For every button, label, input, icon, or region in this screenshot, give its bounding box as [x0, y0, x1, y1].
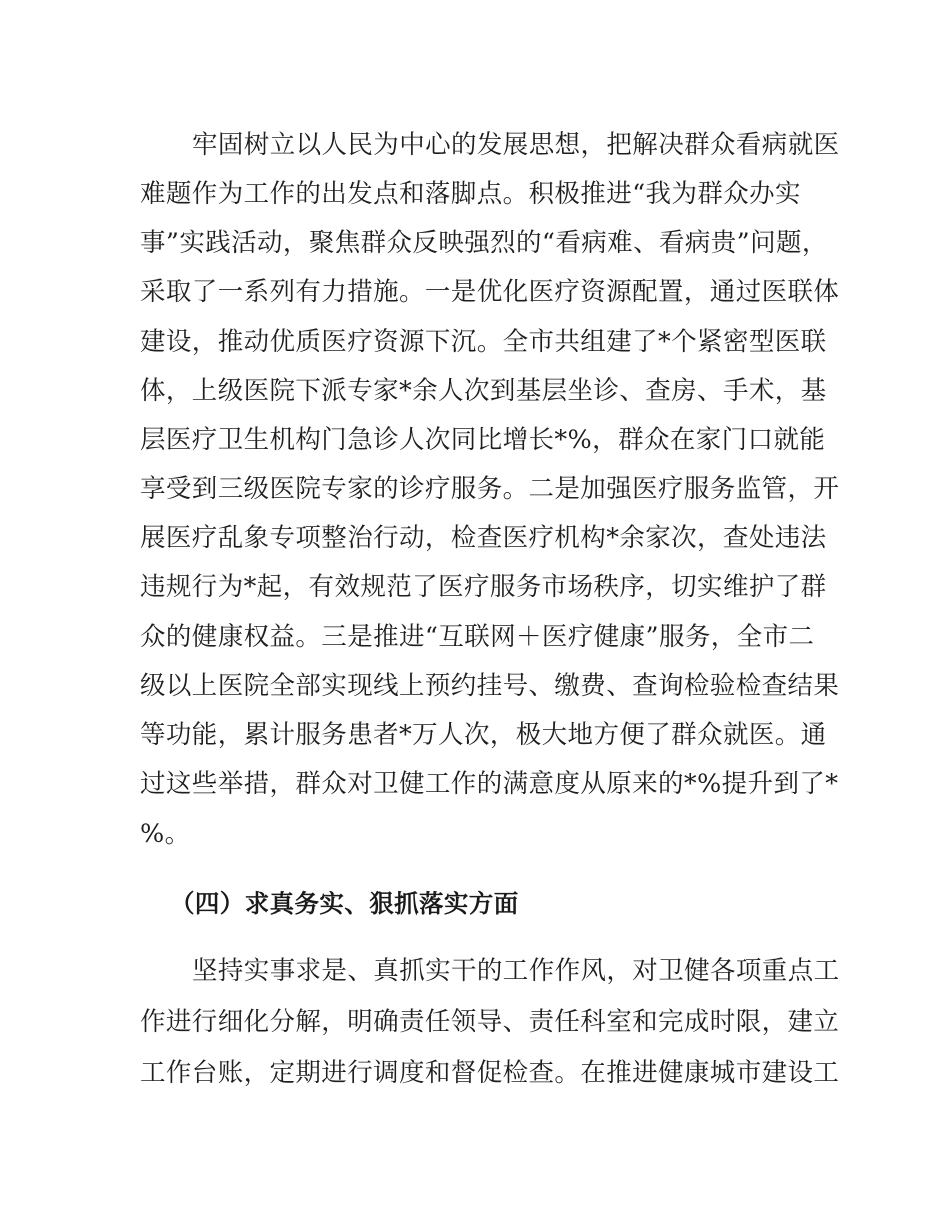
- paragraph-1-line-8: 享受到三级医院专家的诊疗服务。二是加强医疗服务监管，开: [140, 474, 840, 504]
- paragraph-1-line-15: %。: [140, 819, 191, 849]
- paragraph-1-line-9: 展医疗乱象专项整治行动，检查医疗机构*余家次，查处违法: [140, 523, 827, 553]
- paragraph-1-line-7: 层医疗卫生机构门急诊人次同比增长*%，群众在家门口就能: [140, 425, 826, 455]
- paragraph-1-line-14: 过这些举措，群众对卫健工作的满意度从原来的*%提升到了*: [140, 769, 839, 799]
- paragraph-1-line-10: 违规行为*起，有效规范了医疗服务市场秩序，切实维护了群: [140, 572, 827, 602]
- paragraph-2-line-1: 坚持实事求是、真抓实干的工作作风，对卫健各项重点工: [192, 956, 840, 986]
- paragraph-1-line-12: 级以上医院全部实现线上预约挂号、缴费、查询检验检查结果: [140, 671, 840, 701]
- paragraph-1-line-5: 建设，推动优质医疗资源下沉。全市共组建了*个紧密型医联: [140, 327, 827, 357]
- paragraph-1-line-2: 难题作为工作的出发点和落脚点。积极推进“我为群众办实: [140, 179, 801, 209]
- paragraph-1-line-11: 众的健康权益。三是推进“互联网＋医疗健康”服务，全市二: [140, 622, 815, 652]
- paragraph-2-line-3: 工作台账，定期进行调度和督促检查。在推进健康城市建设工: [140, 1058, 840, 1088]
- paragraph-1-line-6: 体，上级医院下派专家*余人次到基层坐诊、查房、手术，基: [140, 376, 827, 406]
- paragraph-2-line-2: 作进行细化分解，明确责任领导、责任科室和完成时限，建立: [140, 1007, 840, 1037]
- paragraph-1-line-4: 采取了一系列有力措施。一是优化医疗资源配置，通过医联体: [140, 277, 840, 307]
- section-heading: （四）求真务实、狠抓落实方面: [170, 889, 519, 918]
- paragraph-1-line-1: 牢固树立以人民为中心的发展思想，把解决群众看病就医: [192, 130, 840, 160]
- paragraph-1-line-13: 等功能，累计服务患者*万人次，极大地方便了群众就医。通: [140, 720, 827, 750]
- paragraph-1-line-3: 事”实践活动，聚焦群众反映强烈的“看病难、看病贵”问题，: [140, 228, 828, 258]
